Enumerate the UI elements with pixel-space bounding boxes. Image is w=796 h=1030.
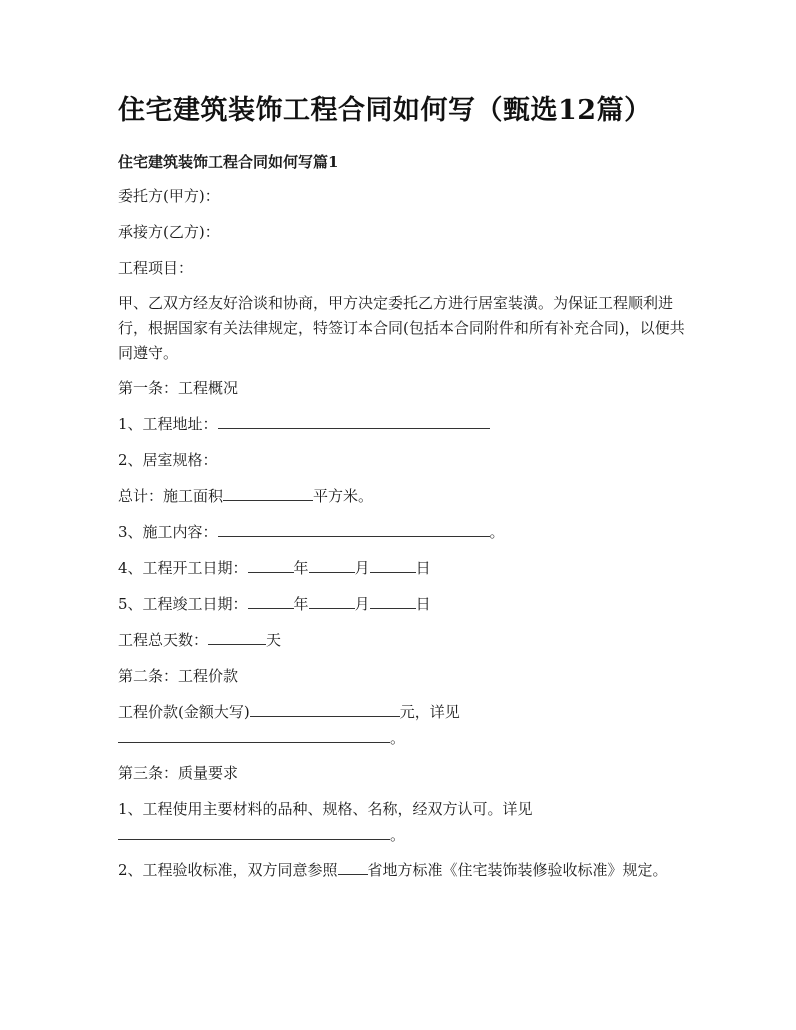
- end-month-blank: [309, 594, 355, 609]
- days-unit: 天: [266, 631, 282, 649]
- content-label: 3、施工内容：: [118, 523, 218, 541]
- total-days-label: 工程总天数：: [118, 631, 209, 649]
- area-unit: 平方米。: [313, 487, 374, 505]
- end-date-label: 5、工程竣工日期：: [118, 595, 248, 613]
- start-date-label: 4、工程开工日期：: [118, 559, 248, 577]
- article-2-heading: 第二条：工程价款: [118, 667, 239, 685]
- content-blank: [218, 522, 490, 537]
- year-text: 年: [293, 559, 309, 577]
- price-detail-line: [118, 726, 678, 751]
- materials-line: 1、工程使用主要材料的品种、规格、名称，经双方认可。详见: [118, 800, 533, 818]
- intro-paragraph: 甲、乙双方经友好洽谈和协商，甲方决定委托乙方进行居室装潢。为保证工程顺利进行，根据国家有关法律规定，特签订本合同(包括本合同附件和所有补充合同)，以便共同遵守。: [118, 294, 685, 362]
- start-month-blank: [309, 558, 355, 573]
- start-day-blank: [370, 558, 416, 573]
- end-date-line: [118, 592, 678, 617]
- contractor-line: 承接方(乙方)：: [118, 223, 220, 241]
- content-period: 。: [489, 523, 505, 541]
- acceptance-paragraph: [118, 858, 686, 883]
- year-text: 年: [293, 595, 309, 613]
- acceptance-text-a: 2、工程验收标准，双方同意参照: [118, 861, 338, 879]
- price-label: 工程价款(金额大写): [118, 703, 250, 721]
- end-day-blank: [370, 594, 416, 609]
- materials-detail-line: [118, 823, 678, 848]
- end-year-blank: [248, 594, 294, 609]
- article-1-heading: 第一条：工程概况: [118, 379, 239, 397]
- day-text: 日: [415, 559, 431, 577]
- start-date-line: [118, 556, 678, 581]
- project-line: 工程项目：: [118, 259, 194, 277]
- start-year-blank: [248, 558, 294, 573]
- address-line: [118, 412, 678, 437]
- article-3-heading: 第三条：质量要求: [118, 764, 239, 782]
- price-line: [118, 700, 678, 725]
- total-area-line: [118, 484, 678, 509]
- area-blank: [223, 486, 313, 501]
- province-blank: [338, 860, 368, 875]
- acceptance-text-b: 省地方标准《住宅装饰装修验收标准》规定。: [367, 861, 668, 879]
- month-text: 月: [354, 559, 370, 577]
- materials-period: 。: [390, 826, 406, 844]
- price-period: 。: [390, 729, 406, 747]
- days-blank: [208, 630, 266, 645]
- content-line: [118, 520, 678, 545]
- client-line: 委托方(甲方)：: [118, 187, 220, 205]
- day-text: 日: [415, 595, 431, 613]
- price-unit: 元，详见: [399, 703, 460, 721]
- address-label: 1、工程地址：: [118, 415, 218, 433]
- materials-blank: [118, 825, 390, 840]
- total-days-line: [118, 628, 678, 653]
- document-title: 住宅建筑装饰工程合同如何写（甄选12篇）: [118, 95, 652, 126]
- total-area-label: 总计：施工面积: [118, 487, 224, 505]
- month-text: 月: [354, 595, 370, 613]
- price-detail-blank: [118, 728, 390, 743]
- address-blank: [218, 414, 490, 429]
- section-heading: 住宅建筑装饰工程合同如何写篇1: [118, 153, 339, 171]
- spec-line: 2、居室规格：: [118, 451, 218, 469]
- price-blank: [250, 702, 400, 717]
